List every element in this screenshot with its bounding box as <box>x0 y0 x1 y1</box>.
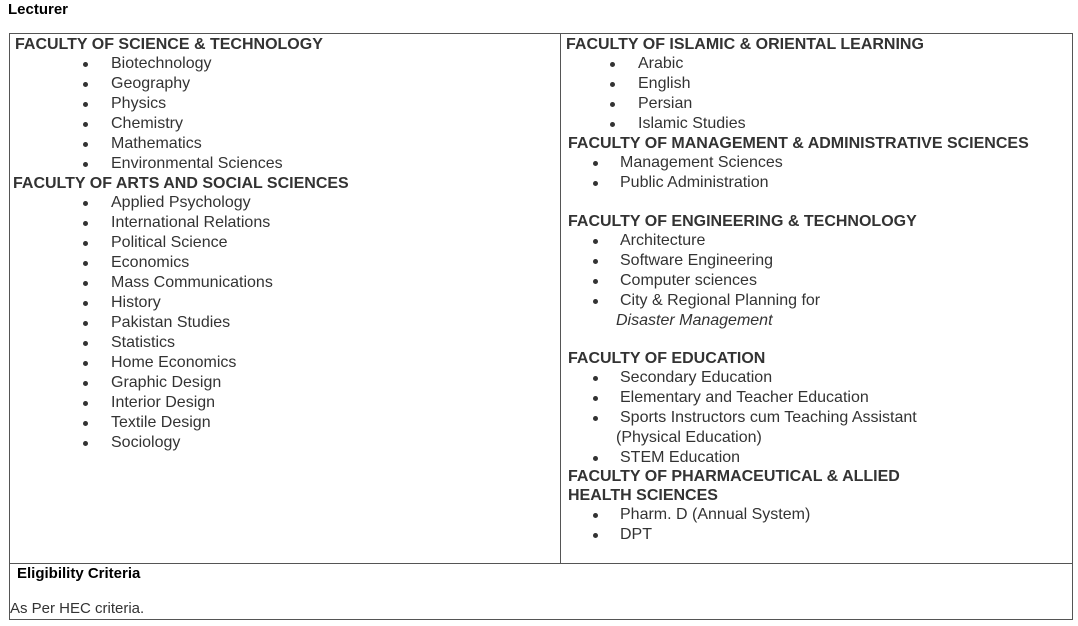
list-item-continuation: (Physical Education) <box>616 429 762 446</box>
list-item: Political Science <box>11 233 349 253</box>
list-item: Elementary and Teacher Education <box>568 388 917 408</box>
bullet-icon <box>83 82 88 87</box>
list-item: English <box>566 74 924 94</box>
bullet-icon <box>593 513 598 518</box>
list-item: Sociology <box>11 433 349 453</box>
page-title: Lecturer <box>8 1 69 18</box>
list-item: Textile Design <box>11 413 349 433</box>
bullet-icon <box>593 161 598 166</box>
bullet-icon <box>593 181 598 186</box>
bullet-icon <box>593 456 598 461</box>
bullet-icon <box>593 239 598 244</box>
list-item: Economics <box>11 253 349 273</box>
list-item: Interior Design <box>11 393 349 413</box>
faculty-heading: FACULTY OF ARTS AND SOCIAL SCIENCES <box>13 175 349 192</box>
list-item: Pakistan Studies <box>11 313 349 333</box>
list-item: Biotechnology <box>11 54 323 74</box>
list-item: Software Engineering <box>568 251 917 271</box>
bullet-icon <box>83 441 88 446</box>
bullet-icon <box>610 122 615 127</box>
list-item: Arabic <box>566 54 924 74</box>
bullet-icon <box>83 201 88 206</box>
department-list <box>568 505 900 545</box>
list-item: STEM Education <box>568 448 917 468</box>
bullet-icon <box>83 241 88 246</box>
list-item: Mathematics <box>11 134 323 154</box>
list-item: Graphic Design <box>11 373 349 393</box>
list-item: Management Sciences <box>568 153 1029 173</box>
bullet-icon <box>83 421 88 426</box>
bullet-icon <box>83 381 88 386</box>
faculty-heading: FACULTY OF ENGINEERING & TECHNOLOGY <box>568 213 917 230</box>
bullet-icon <box>593 376 598 381</box>
bullet-icon <box>83 122 88 127</box>
bullet-icon <box>610 62 615 67</box>
bullet-icon <box>610 82 615 87</box>
faculty-heading: FACULTY OF MANAGEMENT & ADMINISTRATIVE SCIENCES <box>568 135 1029 152</box>
faculty-heading: FACULTY OF SCIENCE & TECHNOLOGY <box>15 36 323 53</box>
bullet-icon <box>83 62 88 67</box>
list-item: Environmental Sciences <box>11 154 323 174</box>
bullet-icon <box>83 142 88 147</box>
list-item-continuation: Disaster Management <box>616 312 773 329</box>
bullet-icon <box>83 281 88 286</box>
list-item: Statistics <box>11 333 349 353</box>
bullet-icon <box>593 416 598 421</box>
eligibility-text: As Per HEC criteria. <box>10 600 145 617</box>
department-list <box>568 153 1029 193</box>
eligibility-title: Eligibility Criteria <box>17 565 141 582</box>
bullet-icon <box>83 401 88 406</box>
bullet-icon <box>593 533 598 538</box>
bullet-icon <box>593 279 598 284</box>
faculty-engineering-technology <box>568 212 917 331</box>
list-item: Mass Communications <box>11 273 349 293</box>
list-item: Applied Psychology <box>11 193 349 213</box>
bullet-icon <box>83 301 88 306</box>
bullet-icon <box>593 396 598 401</box>
bullet-icon <box>593 259 598 264</box>
list-item: Islamic Studies <box>566 114 924 134</box>
department-list <box>566 54 924 134</box>
bullet-icon <box>83 261 88 266</box>
list-item: Sports Instructors cum Teaching Assistant (Physical Education) <box>568 408 917 448</box>
list-item: Computer sciences <box>568 271 917 291</box>
column-divider <box>560 33 561 564</box>
bullet-icon <box>83 361 88 366</box>
faculty-management-admin <box>568 134 1029 193</box>
list-item: City & Regional Planning for Disaster Management <box>568 291 917 331</box>
bullet-icon <box>83 162 88 167</box>
list-item: DPT <box>568 525 900 545</box>
faculty-heading: FACULTY OF PHARMACEUTICAL & ALLIED <box>568 468 900 485</box>
faculty-heading: FACULTY OF ISLAMIC & ORIENTAL LEARNING <box>566 36 924 53</box>
faculty-islamic-oriental <box>566 35 924 134</box>
list-item: Architecture <box>568 231 917 251</box>
list-item: International Relations <box>11 213 349 233</box>
bullet-icon <box>610 102 615 107</box>
faculty-arts-social-sciences <box>13 174 349 453</box>
bullet-icon <box>83 341 88 346</box>
faculty-heading-line2: HEALTH SCIENCES <box>568 487 718 504</box>
bullet-icon <box>83 321 88 326</box>
list-item: Pharm. D (Annual System) <box>568 505 900 525</box>
bullet-icon <box>593 299 598 304</box>
list-item: Physics <box>11 94 323 114</box>
bullet-icon <box>83 102 88 107</box>
list-item: Public Administration <box>568 173 1029 193</box>
list-item: Geography <box>11 74 323 94</box>
department-list <box>11 193 349 453</box>
list-item: Chemistry <box>11 114 323 134</box>
list-item: History <box>11 293 349 313</box>
faculty-heading: FACULTY OF EDUCATION <box>568 350 766 367</box>
bullet-icon <box>83 221 88 226</box>
list-item: Secondary Education <box>568 368 917 388</box>
department-list <box>568 231 917 331</box>
faculty-education <box>568 349 917 468</box>
faculty-science-technology <box>15 35 323 174</box>
list-item: Persian <box>566 94 924 114</box>
list-item: Home Economics <box>11 353 349 373</box>
row-divider <box>9 563 1073 564</box>
faculty-pharmaceutical-allied-health <box>568 467 900 545</box>
department-list <box>11 54 323 174</box>
department-list <box>568 368 917 468</box>
